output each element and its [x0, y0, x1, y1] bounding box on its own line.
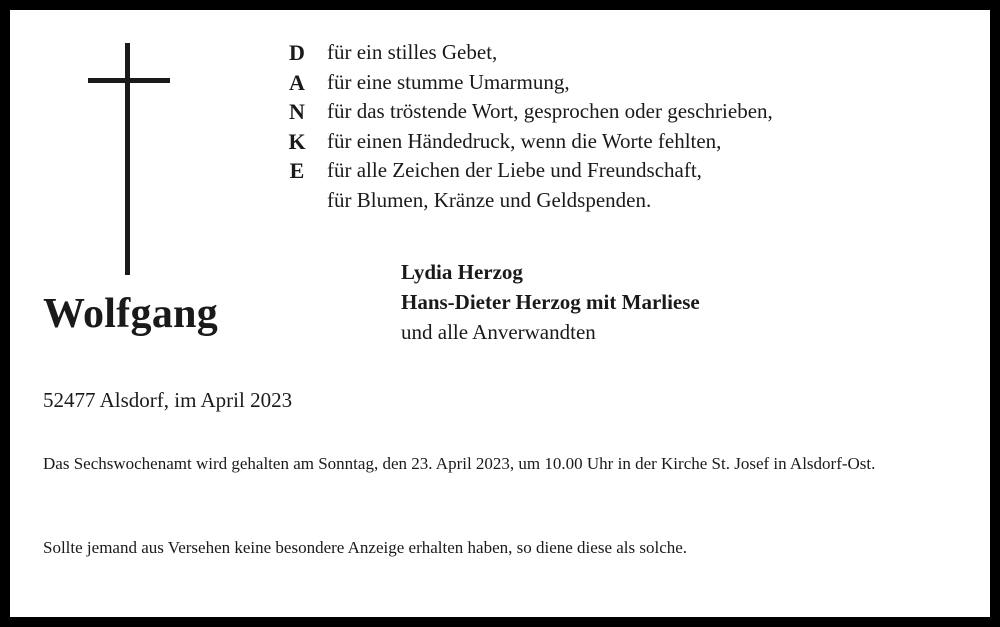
thanks-list [327, 38, 773, 215]
signers-block [401, 257, 700, 347]
obituary-notice [10, 10, 990, 617]
danke-letter: E [289, 158, 305, 183]
notice-note: Sollte jemand aus Versehen keine besondere Anzeige erhalten haben, so diene diese als solche. [43, 538, 688, 557]
danke-acrostic [282, 38, 312, 186]
thanks-line: für einen Händedruck, wenn die Worte fehlten, [327, 128, 722, 153]
signer-name: Lydia Herzog [401, 260, 523, 284]
thanks-line: für ein stilles Gebet, [327, 40, 498, 64]
thanks-line: für das tröstende Wort, gesprochen oder geschrieben, [327, 99, 773, 123]
deceased-name: Wolfgang [43, 291, 219, 337]
service-notice: Das Sechswochenamt wird gehalten am Sonntag, den 23. April 2023, um 10.00 Uhr in der Kirche St. Josef in Alsdorf-Ost. [43, 454, 876, 473]
danke-letter: A [289, 69, 305, 95]
thanks-line: für alle Zeichen der Liebe und Freundschaft, [327, 158, 702, 182]
thanks-line: für eine stumme Umarmung, [327, 69, 570, 94]
place-date: 52477 Alsdorf, im April 2023 [43, 388, 293, 412]
cross-horizontal-bar [88, 78, 170, 83]
thanks-line: für Blumen, Kränze und Geldspenden. [327, 187, 652, 212]
danke-letter: N [289, 99, 305, 124]
signer-relatives: und alle Anverwandten [401, 320, 596, 344]
signer-name: Hans-Dieter Herzog mit Marliese [401, 290, 700, 314]
danke-letter: K [288, 128, 306, 154]
danke-letter: D [289, 40, 305, 65]
